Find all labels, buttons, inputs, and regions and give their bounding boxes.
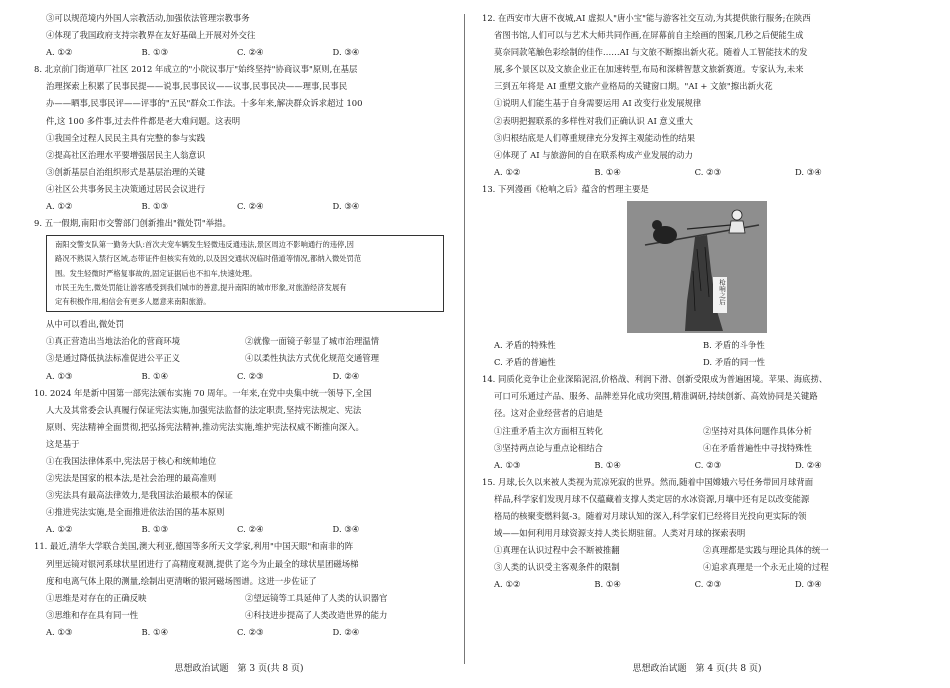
- q9-option-b: B. ①④: [141, 370, 169, 381]
- q10-stem-1: 10. 2024 年是新中国第一部宪法颁布实施 70 周年。一年来,在党中央集中统一领导下,全国: [34, 387, 372, 398]
- q12-stem-1: 12. 在西安市大唐不夜城,AI 虚拟人"唐小宝"能与游客社交互动,为其提供旅行服务;在陕西: [482, 13, 811, 23]
- q11-option-d: D. ②④: [332, 626, 360, 637]
- q9-box-line-5: 定有积极作用,相信会有更多人愿意来南阳旅游。: [55, 297, 211, 307]
- q9-items-row-2: [34, 350, 444, 367]
- q12-item-1: ①说明人们能生基于自身需要运用 AI 改变行业发展规律: [494, 98, 702, 109]
- q14-stem-3: 径。这对企业经营者的启迪是: [494, 408, 603, 419]
- q9-option-a: A. ①③: [46, 370, 73, 381]
- q9-box-line-1: 南阳交警支队第一勤务大队:首次夫宠车辆发生轻微违反通违法,景区周边不影响通行的违停,因: [55, 240, 354, 250]
- q15-stem-3: 格局的核聚变燃料氦-3。随着对月球认知的深入,科学家们已经将目光投向更实际的领: [494, 510, 807, 521]
- q13-option-a: A. 矛盾的特殊性: [494, 340, 556, 351]
- q9-material-box: [46, 235, 444, 312]
- q8-item-1: ①我国全过程人民民主具有完整的参与实践: [46, 132, 206, 143]
- q11-option-a: A. ①③: [46, 626, 73, 637]
- q14-items-row-1: [482, 423, 912, 440]
- q11-stem-2: 列里远镜对银河系球状星团进行了高精度观测,提供了迄今为止最全的球状星团磁场梯: [46, 558, 359, 569]
- q11-item-2: ②望远镜等工具延伸了人类的认识器官: [245, 592, 388, 603]
- q7-option-b: B. ①③: [141, 47, 169, 58]
- q7-option-d: D. ③④: [332, 47, 360, 58]
- q12-stem-2: 省图书馆,人们可以与艺术大师共同作画,在屏幕前自主绘画的图案,几秒之后便能生成: [494, 30, 804, 41]
- q9-options: [34, 368, 444, 385]
- q8-option-a: A. ①②: [46, 201, 73, 212]
- q14-option-b: B. ①④: [594, 459, 621, 470]
- q15-item-2: ②真理都是实践与理论具体的统一: [703, 545, 829, 556]
- left-page-footer: 思想政治试题 第 3 页(共 8 页): [174, 664, 304, 674]
- q10-item-2: ②宪法是国家的根本法,是社会治理的最高准则: [46, 473, 217, 484]
- q9-item-2: ②就像一面镜子彰显了城市治理温情: [245, 336, 379, 347]
- q15-items-row-1: [482, 542, 912, 559]
- q11-options: [34, 624, 444, 641]
- q15-item-4: ④追求真理是一个永无止境的过程: [703, 562, 829, 573]
- q12-option-d: D. ③④: [794, 166, 822, 177]
- q15-item-1: ①真理在认识过程中会不断被推翻: [494, 545, 620, 556]
- q13-stem: 13. 下列漫画《枪响之后》蕴含的哲理主要是: [482, 183, 649, 194]
- q14-option-d: D. ②④: [794, 459, 822, 470]
- q14-option-c: C. ②③: [694, 459, 722, 470]
- q9-option-d: D. ②④: [332, 370, 360, 381]
- left-page: [34, 0, 444, 688]
- q12-options: [482, 164, 912, 181]
- q11-stem-3: 度和电离气体上限的测量,绘制出更清晰的银河磁场图谱。这进一步佐证了: [46, 575, 317, 586]
- q15-option-c: C. ②③: [694, 579, 722, 590]
- q14-option-a: A. ①③: [494, 459, 521, 470]
- cartoon-drawing: [627, 201, 767, 333]
- q9-box-line-3: 围。发生轻微时严格复事故的,固定证据后也不扣车,快速处理。: [55, 268, 257, 278]
- q14-item-1: ①注重矛盾主次方面相互转化: [494, 425, 603, 436]
- q9-option-c: C. ②③: [237, 370, 264, 381]
- q13-options-row-1: [482, 337, 912, 354]
- q10-options: [34, 521, 444, 538]
- q10-item-3: ③宪法具有最高法律效力,是我国法治最根本的保证: [46, 490, 233, 501]
- q15-options: [482, 576, 912, 593]
- q9-stem: 9. 五一假期,南阳市交警部门创新推出"微处罚"举措。: [34, 218, 231, 229]
- q13-option-c: C. 矛盾的普遍性: [494, 357, 556, 368]
- q11-items-row-2: [34, 607, 444, 624]
- q11-option-c: C. ②③: [237, 626, 264, 637]
- q11-option-b: B. ①④: [141, 626, 169, 637]
- q12-item-2: ②表明把握联系的多样性对我们正确认识 AI 意义重大: [494, 115, 693, 126]
- q14-items-row-2: [482, 440, 912, 457]
- q12-item-4: ④体现了 AI 与旅游间的自在联系构成产业发展的动力: [494, 149, 693, 160]
- q11-item-4: ④科技进步提高了人类改造世界的能力: [245, 609, 388, 620]
- q10-stem-3: 原则、宪法精神全面贯彻,把弘扬宪法精神,推动宪法实施,维护宪法权威不断推向深入。: [46, 421, 364, 432]
- q11-item-3: ③思维和存在具有同一性: [46, 609, 139, 620]
- q8-stem-2: 治理探索上积累了民事民提——说事,民事民议——议事,民事民决——理事,民事民: [46, 81, 348, 92]
- q7-options: [34, 44, 444, 61]
- right-page-footer: 思想政治试题 第 4 页(共 8 页): [632, 664, 762, 674]
- q15-option-a: A. ①②: [494, 579, 521, 590]
- q11-stem-1: 11. 最近,清华大学联合美国,澳大利亚,德国等多所天文学家,利用"中国天眼"和南非的阵: [34, 541, 354, 552]
- q14-item-3: ③坚持两点论与重点论相结合: [494, 442, 603, 453]
- q9-after: 从中可以看出,微处罚: [46, 319, 125, 330]
- q10-option-a: A. ①②: [46, 524, 73, 535]
- q15-stem-4: 域——如何利用月球资源支持人类长期驻留。人类对月球的探索表明: [494, 528, 746, 539]
- cartoon-caption: 枪响之后: [718, 279, 726, 306]
- q8-options: [34, 198, 444, 215]
- q12-stem-3: 莫奈同款笔触色彩绘制的佳作……AI 与文旅不断擦出新火花。随着人工智能技术的发: [494, 47, 808, 58]
- q9-item-1: ①真正营造出当地法治化的营商环境: [46, 336, 180, 347]
- q14-stem-1: 14. 同质化竞争让企业深陷泥沼,价格战、利润下滑、创新受限成为普遍困境。苹果、海底捞、: [482, 374, 828, 385]
- q8-item-2: ②提高社区治理水平要增强居民主人翁意识: [46, 149, 206, 160]
- q14-stem-2: 可口可乐通过产品、服务、品牌差异化成功突围,精准调研,持续创新、高效协同是关键路: [494, 391, 818, 402]
- q8-option-b: B. ①③: [141, 201, 169, 212]
- q11-item-1: ①思维是对存在的正确反映: [46, 592, 147, 603]
- q12-stem-4: 展,多个景区以及文旅企业正在加速转型,布局和深耕智慧文旅新赛道。专家认为,未来: [494, 64, 804, 75]
- q13-cartoon-image: [627, 201, 767, 333]
- q8-option-c: C. ②④: [237, 201, 264, 212]
- q8-item-4: ④社区公共事务民主决策通过居民会议进行: [46, 183, 206, 194]
- q13-option-d: D. 矛盾的同一性: [703, 357, 765, 368]
- q15-option-b: B. ①④: [594, 579, 621, 590]
- q12-stem-5: 三到五年将是 AI 重塑文旅产业格局的关键窗口期。"AI + 文旅"擦出新火花: [494, 81, 773, 92]
- q12-option-c: C. ②③: [694, 166, 722, 177]
- q12-option-b: B. ①④: [594, 166, 621, 177]
- q11-items-row-1: [34, 590, 444, 607]
- q10-item-4: ④推进宪法实施,是全面推进依法治国的基本原则: [46, 507, 225, 518]
- q9-items-row-1: [34, 333, 444, 350]
- q15-stem-2: 样品,科学家们发现月球不仅蕴藏着支撑人类定居的水冰资源,月壤中还有足以改变能源: [494, 493, 810, 504]
- q15-option-d: D. ③④: [794, 579, 822, 590]
- right-column: [482, 10, 912, 593]
- q7-item-3: ③可以规范境内外国人宗教活动,加强依法管理宗教事务: [46, 13, 250, 23]
- q9-box-line-2: 路况不熟误入禁行区域,态带证件但核实有效的,以及因交通状况临时借道等情况,都纳入微处罚范: [55, 254, 362, 264]
- q12-item-3: ③归根结底是人们尊重规律充分发挥主观能动性的结果: [494, 132, 695, 143]
- column-divider: [464, 14, 465, 664]
- right-page: [482, 0, 912, 688]
- q8-item-3: ③创新基层自治组织形式是基层治理的关键: [46, 166, 206, 177]
- q9-item-3: ③是通过降低执法标准促进公平正义: [46, 353, 180, 364]
- q8-stem-1: 8. 北京前门街道草厂社区 2012 年成立的"小院议事厅"始终坚持"协商议事"原则,在基层: [34, 64, 358, 75]
- q8-stem-3: 办——晒事,民事民评——评事的"五民"群众工作法。十多年来,解决群众诉求超过 100: [46, 98, 363, 109]
- q15-stem-1: 15. 月球,长久以来被人类视为荒凉死寂的世界。然而,随着中国嫦娥六号任务带回月球背面: [482, 476, 814, 487]
- q10-option-c: C. ②④: [237, 524, 264, 535]
- q7-option-c: C. ②④: [237, 47, 264, 58]
- q14-item-2: ②坚持对具体问题作具体分析: [703, 425, 812, 436]
- q10-stem-4: 这是基于: [46, 438, 80, 449]
- q12-option-a: A. ①②: [494, 166, 521, 177]
- q9-box-line-4: 市民王先生,微处罚能让游客感受到我们城市的善意,提升南阳的城市形象,对旅游经济发展有: [55, 282, 347, 292]
- q10-item-1: ①在我国法律体系中,宪法居于核心和统帅地位: [46, 455, 217, 466]
- left-column: [34, 10, 444, 641]
- q15-items-row-2: [482, 559, 912, 576]
- q10-option-b: B. ①③: [141, 524, 169, 535]
- q15-item-3: ③人类的认识受主客观条件的限制: [494, 562, 620, 573]
- q13-options-row-2: [482, 354, 912, 371]
- q13-option-b: B. 矛盾的斗争性: [703, 340, 765, 351]
- q7-option-a: A. ①②: [46, 47, 73, 58]
- q9-item-4: ④以柔性执法方式优化规范交通管理: [245, 353, 379, 364]
- q14-item-4: ④在矛盾普遍性中寻找特殊性: [703, 442, 812, 453]
- q8-option-d: D. ③④: [332, 201, 360, 212]
- q8-stem-4: 件,这 100 多件事,过去件件都是老大难问题。这表明: [46, 115, 241, 126]
- q14-options: [482, 457, 912, 474]
- q10-stem-2: 人大及其常委会认真履行保证宪法实施,加强宪法监督的法定职责,坚持宪法规定、宪法: [46, 404, 362, 415]
- q10-option-d: D. ③④: [332, 524, 360, 535]
- q7-item-4: ④体现了我国政府支持宗教界在友好基础上开展对外交往: [46, 30, 256, 41]
